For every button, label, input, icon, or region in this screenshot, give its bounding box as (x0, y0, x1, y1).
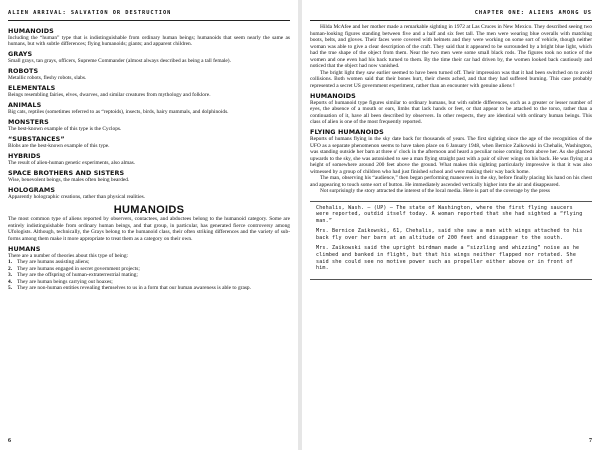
press-clipping (310, 201, 592, 280)
alien-type-entry (8, 101, 290, 116)
running-head-right: CHAPTER ONE: ALIENS AMONG US (474, 10, 592, 16)
item-text: They are humans engaged in secret government projects; (17, 265, 140, 272)
clipping-paragraph: Mrs. Bernice Zaikowski, 61, Chehalis, said she saw a man with wings attached to his back fly over her barn at an altitude of 200 feet and disappear to the south. (316, 228, 583, 241)
entry-heading: SPACE BROTHERS AND SISTERS (8, 169, 125, 177)
body-paragraph: Not surprisingly the story attracted the interest of the local media. Here is part of the coverage by the press (320, 188, 550, 194)
entry-heading: HOLOGRAMS (8, 186, 56, 194)
section-intro: The most common type of aliens reported by observers, contactees, and abductees belong to the humanoid category. Some are entirely indistinguishable from ordinary human beings, and that group, in particular, has generated fierce controversy among Ufologists. Although, technically, the Grays belong to the humanoid class, their often striking differences and the variety of sub-forms among them make it more appropriate to treat them as a category on their own. (8, 216, 290, 242)
item-number: 2. (8, 265, 13, 272)
left-page (0, 0, 298, 450)
humans-intro: There are a number of theories about this type of being: (8, 252, 129, 259)
entry-heading: MONSTERS (8, 118, 49, 126)
item-number: 1. (8, 259, 13, 265)
list-item (8, 285, 290, 292)
alien-type-entry (8, 84, 290, 99)
page-number-left: 6 (8, 438, 11, 444)
entry-text: Blobs are the best-known example of this type. (8, 143, 110, 149)
right-page (302, 0, 600, 450)
entry-text: The best-known example of this type is the Cyclops. (8, 126, 122, 132)
entry-text: The result of alien-human genetic experiments, also almas. (8, 160, 136, 166)
theories-list (8, 259, 290, 292)
entry-text: Metallic robots, fleshy robots, slabs. (8, 75, 87, 81)
alien-type-entry (8, 169, 290, 184)
left-column (8, 24, 290, 292)
body-paragraph: Hilda McAfee and her mother made a remarkable sighting in 1972 at Las Cruces in New Mexico. They described seeing two human-looking figures standing between five and a half and six feet tall. The men were wearing blue overalls with matching boots, belts, and gloves. Their faces were covered with helmets and they were working on some sort of vehicle, though neither woman was able to give a clear description of the craft. They said that it appeared to be surrounded by a bright blue light, which had the true shape of the object from them. Near the two men were some small black rods. The figures took no notice of the women and one even had his back turned to them. By the time their car had driven by, the women looked back cautiously and noticed that the object had now vanished. (310, 24, 592, 69)
body-paragraph: The man, observing his “audience,” then began performing maneuvers in the sky, before finally placing his hand on his chest and appearing to touch some sort of button. He immediately ascended vertically higher into the air and disappeared. (310, 175, 592, 188)
entry-heading: ROBOTS (8, 67, 39, 75)
body-paragraph: Reports of humans flying in the sky date back for thousands of years. The first sighting since the age of the recognition of the UFO as a separate phenomenon seems to have taken place on 6 January 1948, when Bernice Zaikowski in Chehalis, Washington, was standing outside her barn at three o' clock in the afternoon and heard a peculiar noise coming from above her. As she glanced upwards to the sky, she was astonished to see a man flying straight past with a pair of silver wings on his back. He was flying at a height of somewhere around 200 feet above the ground. What makes this sighting particularly impressive is that it was also witnessed by a group of children who had just finished school and were making their way back home. (310, 136, 592, 175)
item-text: They are humans assisting aliens; (17, 259, 90, 265)
alien-type-entry (8, 135, 290, 150)
running-head-left: ALIEN ARRIVAL: SALVATION OR DESTRUCTION (8, 10, 172, 16)
item-text: They are non-human entities revealing themselves to us in a form that our human awareness is able to grasp. (17, 285, 251, 291)
entry-heading: ANIMALS (8, 101, 42, 109)
alien-type-entry (8, 118, 290, 133)
entry-heading: HYBRIDS (8, 152, 41, 160)
clipping-paragraph: Chehalis, Wash. – (UP) – The state of Washington, where the first flying saucers were reported, outdid itself today. A woman reported that she had sighted a “flying man.” (316, 204, 583, 224)
entry-text: Wise, benevolent beings, the males often being bearded. (8, 177, 130, 183)
alien-type-entry (8, 50, 290, 65)
header-rule-right (310, 20, 592, 21)
alien-type-entry (8, 152, 290, 167)
humanoids-heading: HUMANOIDS (310, 91, 356, 100)
alien-type-entry (8, 67, 290, 82)
entry-text: Beings resembling fairies, elves, dwarves, and similar creatures from mythology and folklore. (8, 92, 211, 98)
entry-text: Big cats, reptiles (sometimes referred to as “reptoids), insects, birds, hairy mammals, and dolphinoids. (8, 109, 229, 115)
entry-heading: HUMANOIDS (8, 26, 54, 35)
header-rule-left (8, 20, 290, 21)
humans-heading: HUMANS (8, 244, 41, 253)
alien-type-entry (8, 27, 290, 48)
entry-heading: “SUBSTANCES” (8, 135, 65, 143)
entry-text: Including the “human” type that is indistinguishable from ordinary human beings; humanoids that seem nearly the same as humans, but with subtle differences; flying humanoids; giants; and apparent children. (8, 34, 290, 47)
item-number: 3. (8, 272, 13, 278)
body-paragraph: The bright light they saw earlier seemed to have been turned off. Their impression was that it had been switched on to avoid collisions. Both women said that their bones hurt, their chests ached, and that they had suffered burning. This case probably represented a secret US government experiment, rather than an encounter with genuine aliens ! (310, 69, 592, 89)
flying-humanoids-heading: FLYING HUMANOIDS (310, 128, 384, 136)
entry-heading: GRAYS (8, 50, 33, 58)
page-number-right: 7 (589, 438, 592, 444)
entry-text: Apparently holographic creations, rather than physical realities. (8, 194, 146, 200)
clipping-paragraph: Mrs. Zaikowski said the upright birdman made a “sizzling and whizzing” noise as he climbed and banked in flight, but that his wings neither flapped nor rotated. She said she could see no motive power such as propeller either above or in front of him. (316, 245, 580, 272)
item-text: They are human beings carrying out hoaxes; (17, 278, 113, 285)
alien-type-entry (8, 186, 290, 201)
item-number: 5. (8, 285, 13, 291)
entry-text: Small grays, tan grays, officers, Supreme Commander (almost always described as being a tall female). (8, 58, 231, 64)
item-text: They are the offspring of human-extraterrestrial mating; (17, 272, 138, 278)
right-column (310, 24, 592, 280)
entry-heading: ELEMENTALS (8, 84, 56, 92)
section-title: HUMANOIDS (113, 203, 185, 216)
item-number: 4. (8, 278, 13, 285)
body-paragraph: Reports of humanoid type figures similar to ordinary humans, but with subtle differences, such as a greater or lesser number of eyes, the absence of a mouth or ears, limbs that lack hands or feet, or that appear to be attached to the torso, rather than a continuation of it, have all been described by observers. In other respects, they are identical with ordinary human beings. This class of alien is one of the most frequently reported. (310, 99, 592, 125)
